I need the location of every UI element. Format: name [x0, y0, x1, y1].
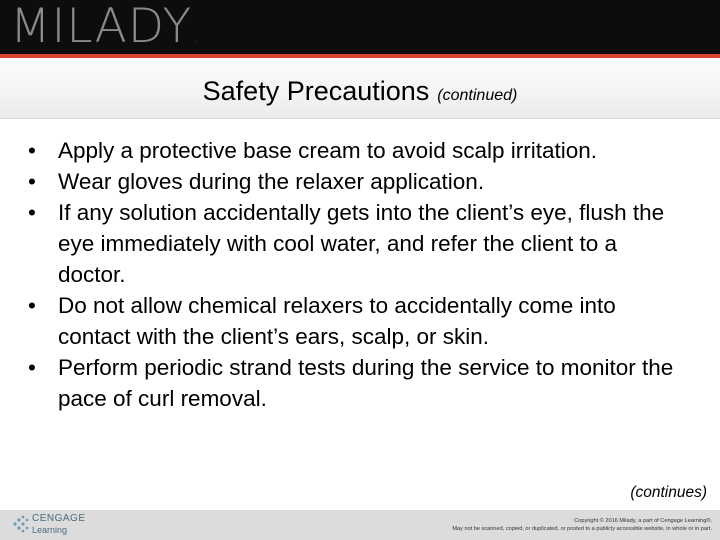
cengage-logo-icon: [12, 515, 30, 533]
continues-label: (continues): [630, 484, 707, 501]
slide-title: [0, 73, 720, 114]
copyright-line: Copyright © 2016 Milady, a part of Cengage Learning®.: [574, 518, 712, 524]
copyright-line: May not be scanned, copied, or duplicated, or posted to a publicly accessible website, in whole or in part.: [452, 526, 712, 532]
logo-mark: .: [193, 31, 198, 45]
bullet-item: • Apply a protective base cream to avoid scalp irritation.: [26, 135, 686, 166]
bullet-item: • Wear gloves during the relaxer application.: [26, 166, 686, 197]
slide-title-suffix: (continued): [437, 87, 518, 104]
bullet-item: • If any solution accidentally gets into the client’s eye, flush the eye immediately with cool water, and refer the client to a doctor.: [26, 197, 686, 290]
bullet-item: • Perform periodic strand tests during the service to monitor the pace of curl removal.: [26, 352, 686, 414]
bullet-list: [26, 135, 686, 414]
cengage-brand: CENGAGE: [32, 513, 86, 524]
cengage-learning: Learning: [32, 525, 68, 535]
header-bar: [0, 0, 720, 54]
bullet-item: • Do not allow chemical relaxers to accidentally come into contact with the client’s ears, scalp, or skin.: [26, 290, 686, 352]
copyright-notice: [372, 517, 712, 533]
logo-text: MILADY: [10, 0, 193, 54]
slide-title-text: Safety Precautions: [202, 76, 430, 106]
